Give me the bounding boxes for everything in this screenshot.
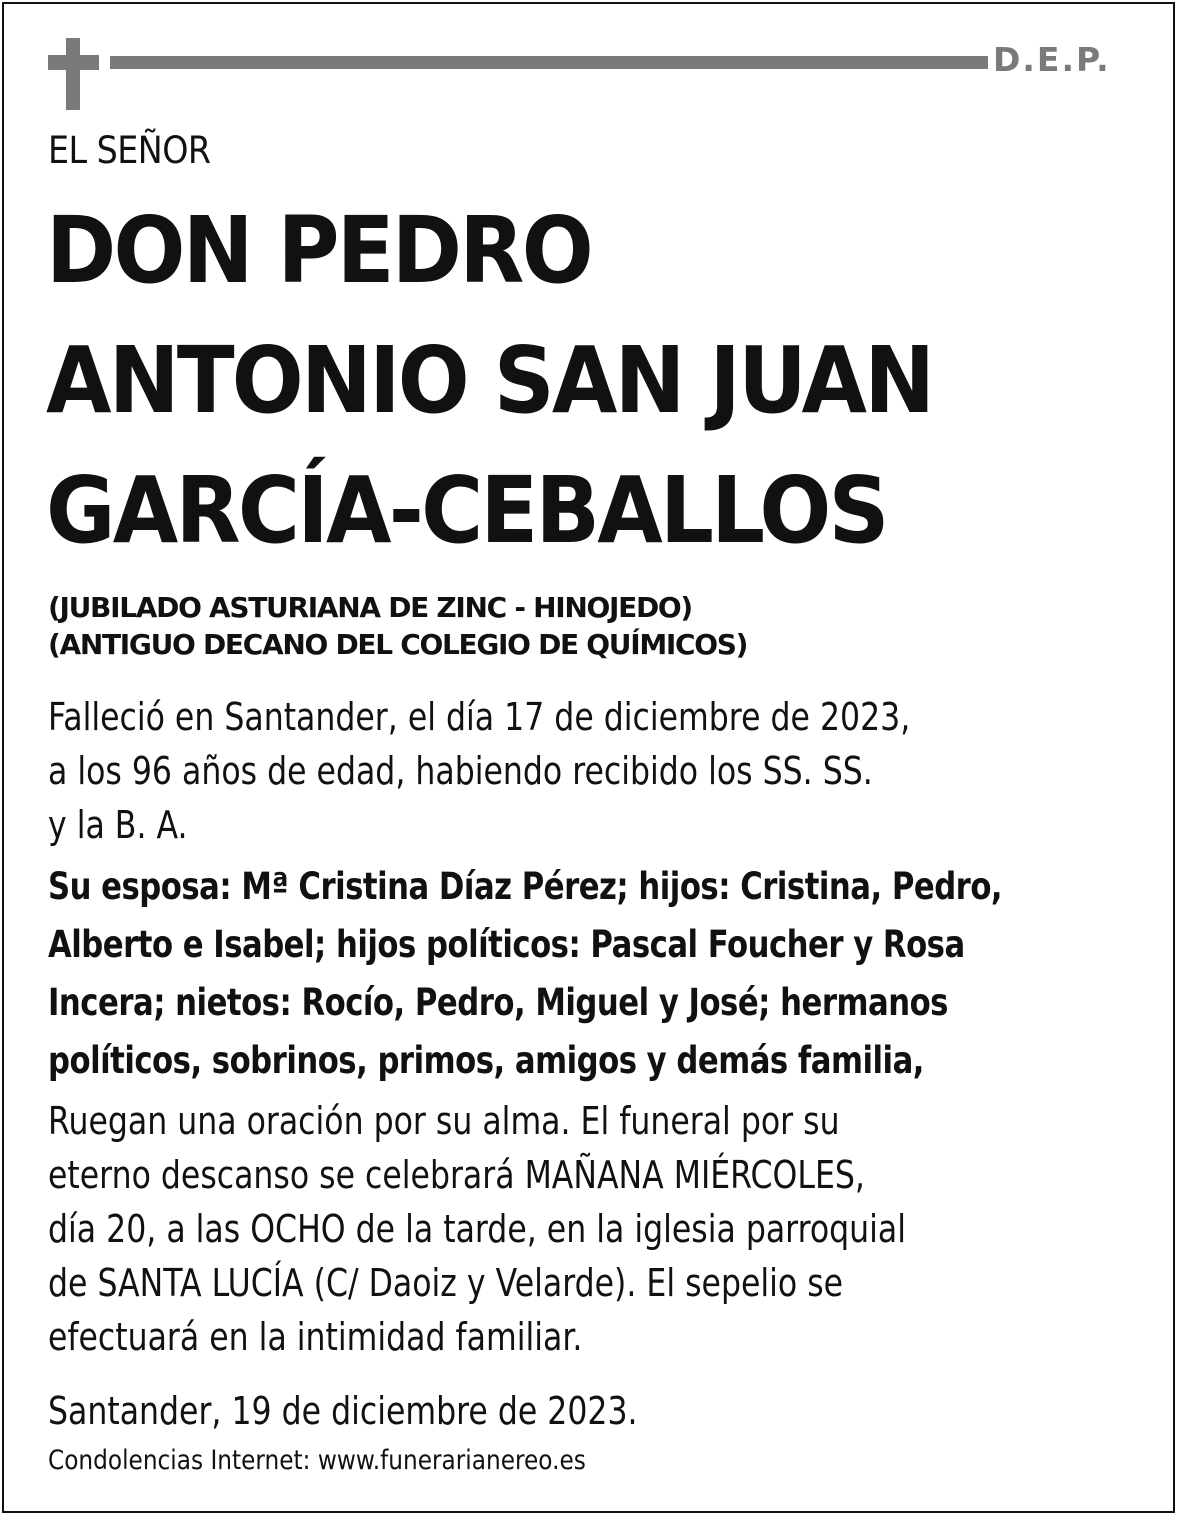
- death-notice-line: Falleció en Santander, el día 17 de diciembre de 2023,: [48, 695, 911, 739]
- family-list: [48, 858, 1002, 1090]
- cross-icon-bar: [48, 55, 99, 70]
- dep-label: D.E.P.: [993, 40, 1111, 79]
- name-line: GARCÍA-CEBALLOS: [46, 457, 887, 564]
- role-line: (JUBILADO ASTURIANA DE ZINC - HINOJEDO): [48, 591, 692, 624]
- name-line: ANTONIO SAN JUAN: [46, 327, 933, 434]
- place-date: Santander, 19 de diciembre de 2023.: [48, 1389, 638, 1433]
- cross-icon: [66, 38, 80, 110]
- title-prefix: EL SEÑOR: [48, 129, 211, 172]
- roles: [48, 589, 747, 663]
- role-line: (ANTIGUO DECANO DEL COLEGIO DE QUÍMICOS): [48, 628, 748, 661]
- funeral-line: de SANTA LUCÍA (C/ Daoiz y Velarde). El sepelio se: [48, 1261, 844, 1305]
- deceased-name: [46, 186, 1058, 576]
- funeral-details: [48, 1094, 906, 1364]
- family-line: Su esposa: Mª Cristina Díaz Pérez; hijos: Cristina, Pedro,: [48, 865, 1003, 908]
- funeral-line: Ruegan una oración por su alma. El funeral por su: [48, 1099, 840, 1143]
- death-notice: [48, 690, 910, 852]
- condolences-line: Condolencias Internet: www.funerarianereo.es: [48, 1445, 586, 1476]
- funeral-line: efectuará en la intimidad familiar.: [48, 1315, 583, 1359]
- death-notice-line: a los 96 años de edad, habiendo recibido los SS. SS.: [48, 749, 873, 793]
- death-notice-line: y la B. A.: [48, 803, 188, 847]
- funeral-line: día 20, a las OCHO de la tarde, en la iglesia parroquial: [48, 1207, 907, 1251]
- funeral-line: eterno descanso se celebrará MAÑANA MIÉRCOLES,: [48, 1153, 865, 1197]
- header-rule: [110, 56, 988, 69]
- family-line: Incera; nietos: Rocío, Pedro, Miguel y José; hermanos: [48, 981, 948, 1024]
- family-line: políticos, sobrinos, primos, amigos y demás familia,: [48, 1039, 924, 1082]
- name-line: DON PEDRO: [46, 197, 591, 304]
- family-line: Alberto e Isabel; hijos políticos: Pascal Foucher y Rosa: [48, 923, 965, 966]
